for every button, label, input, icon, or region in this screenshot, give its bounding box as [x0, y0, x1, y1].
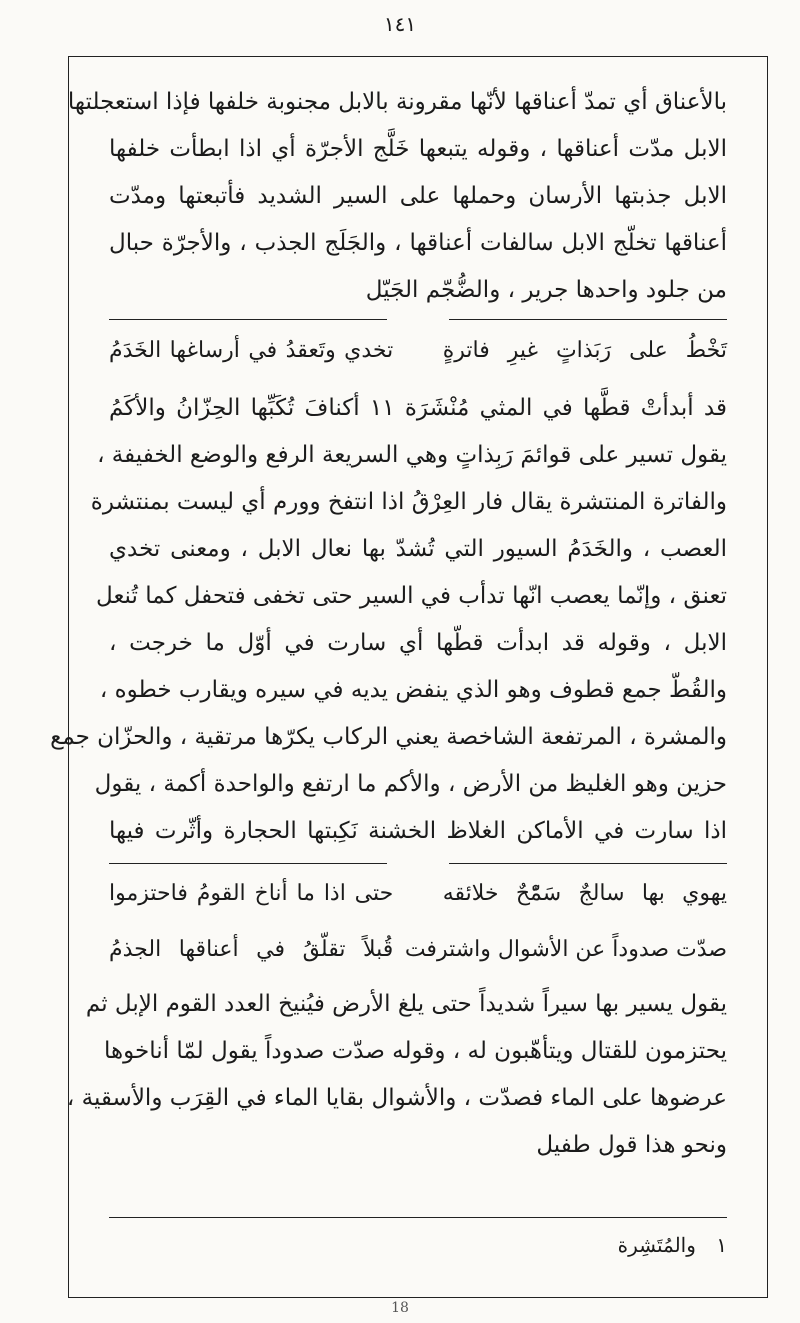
text-line: أعناقها تخلّج الابل سالفات أعناقها ، والجَلَج الجذب ، والأجرّة حبال — [109, 230, 727, 256]
text-line: من جلود واحدها جرير ، والضُّجّم الجَيّل — [365, 277, 727, 303]
verse-couplet-1 — [109, 329, 727, 373]
footnote-marker: ١ — [716, 1233, 727, 1257]
commentary-paragraph-2 — [50, 385, 727, 855]
text-line: يقول يسير بها سيراً شديداً حتى يلغ الأرض فيُنيخ العدد القوم الإبل ثم — [85, 991, 727, 1017]
text-line: قد أبدأتْ قطَّها في المثي مُنْشَرَة ١١ أكنافَ تُكَبِّها الحِزّانُ والأكَمُ — [109, 395, 727, 421]
text-line: والفاترة المنتشرة يقال فار العِرْقُ اذا انتفخ وورم أي ليست بمنتشرة — [90, 489, 727, 515]
page-number: ١٤١ — [383, 12, 417, 36]
section-divider — [109, 319, 387, 320]
section-divider — [449, 863, 727, 864]
section-divider — [449, 319, 727, 320]
text-line: تعنق ، وإنّما يعصب انّها تدأب في السير حتى تخفى فتحفل كما تُنعل — [96, 583, 727, 609]
verse-hemistich-left: قُبلاً تقلّقُ في أعناقها الجذمُ — [109, 937, 394, 962]
text-line: والمشرة ، المرتفعة الشاخصة يعني الركاب يكرّها مرتقية ، والحزّان جمع — [50, 724, 727, 750]
verse-hemistich-left: تخدي وتَعقدُ في أرساغها الخَدَمُ — [109, 338, 394, 363]
text-line: يحتزمون للقتال ويتأهّبون له ، وقوله صدّت صدوداً يقول لمّا أناخوها — [104, 1038, 727, 1064]
commentary-paragraph-3 — [66, 981, 727, 1169]
text-line: والقُطّ جمع قطوف وهو الذي ينفض يديه في سيره ويقارب خطوه ، — [99, 677, 727, 703]
text-line: ونحو هذا قول طفيل — [536, 1132, 727, 1158]
verse-hemistich-right: تَخْطُ على رَبَذاتٍ غيرِ فاترةٍ — [442, 338, 727, 363]
footnote-text: والمُتَشِرة — [617, 1233, 696, 1257]
verse-hemistich-left: حتى اذا ما أناخ القومُ فاحتزموا — [109, 881, 394, 906]
text-line: بالأعناق أي تمدّ أعناقها لأنّها مقرونة بالابل مجنوبة خلفها فإذا استعجلتها — [67, 89, 727, 115]
text-line: الابل مدّت أعناقها ، وقوله يتبعها خَلَّج الأجرّة أي اذا ابطأت خلفها — [109, 136, 727, 162]
commentary-paragraph-1 — [67, 79, 727, 314]
section-divider — [109, 863, 387, 864]
verse-hemistich-right: صدّت صدوداً عن الأشوال واشترفت — [404, 937, 727, 962]
text-line: الابل ، وقوله قد ابدأت قطّها أي سارت في أوّل ما خرجت ، — [109, 630, 727, 656]
text-line: اذا سارت في الأماكن الغلاظ الخشنة نَكِبتها الحجارة وأثّرت فيها — [109, 818, 727, 844]
verse-couplet-3 — [109, 927, 727, 973]
verse-couplet-2 — [109, 871, 727, 917]
text-line: الابل جذبتها الأرسان وحملها على السير الشديد فأتبعتها ومدّت — [109, 183, 727, 209]
page-frame — [50, 56, 768, 1298]
text-line: حزين وهو الغليظ من الأرض ، والأكم ما ارتفع والواحدة أكمة ، يقول — [94, 771, 727, 797]
verse-hemistich-right: يهوي بها سالجٌ سَمّْحٌ خلائقه — [442, 881, 727, 906]
footnote — [618, 1233, 727, 1257]
text-line: يقول تسير على قوائمَ رَبِذاتٍ وهي السريعة الرفع والوضع الخفيفة ، — [97, 442, 727, 468]
text-line: العصب ، والخَدَمُ السيور التي تُشدّ بها نعال الابل ، ومعنى تخدي — [109, 536, 727, 562]
text-line: عرضوها على الماء فصدّت ، والأشوال بقايا الماء في القِرَب والأسقية ، — [66, 1085, 727, 1111]
folio-number: 18 — [391, 1300, 409, 1316]
footnote-divider — [109, 1217, 727, 1218]
